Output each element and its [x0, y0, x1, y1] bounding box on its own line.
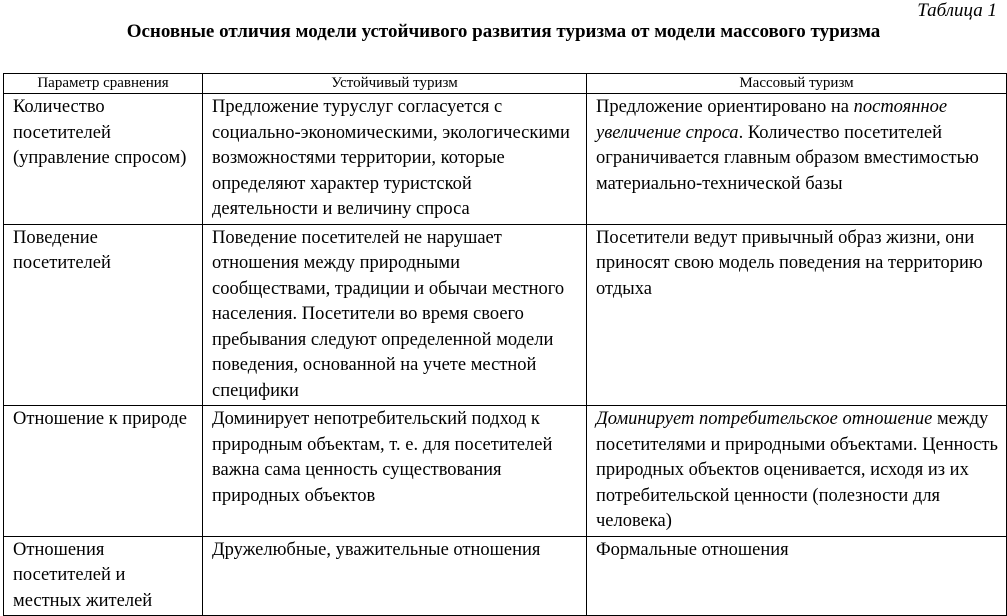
cell-mass: Посетители ведут привычный образ жизни, они приносят свою модель поведения на территорию отдыха	[587, 224, 1007, 406]
cell-param: Отношения посетителей и местных жителей	[4, 536, 203, 616]
cell-param: Количество посетителей (управление спросом)	[4, 94, 203, 225]
comparison-table	[3, 73, 1007, 616]
table-row	[4, 406, 1007, 537]
cell-param: Поведение посетителей	[4, 224, 203, 406]
header-mass: Массовый туризм	[587, 74, 1007, 94]
cell-sustainable: Предложение туруслуг согласуется с социально-экономическими, экологическими возможностями территории, которые определяют характер туристской деятельности и величину спроса	[203, 94, 587, 225]
header-sustainable: Устойчивый туризм	[203, 74, 587, 94]
cell-sustainable: Поведение посетителей не нарушает отношения между природными сообществами, традиции и обычаи местного населения. Посетители во время своего пребывания следуют определенной модели поведения, основанной на учете местной специфики	[203, 224, 587, 406]
table-header-row	[4, 74, 1007, 94]
table-row	[4, 224, 1007, 406]
cell-mass	[587, 406, 1007, 537]
cell-mass-italic: Доминирует потребительское отношение	[596, 409, 933, 429]
cell-param: Отношение к природе	[4, 406, 203, 537]
cell-mass-italic: постоянное увеличение спроса	[596, 97, 948, 143]
cell-sustainable: Доминирует непотребительский подход к природным объектам, т. е. для посетителей важна сама ценность существования природных объектов	[203, 406, 587, 537]
cell-sustainable: Дружелюбные, уважительные отношения	[203, 536, 587, 616]
cell-mass: Формальные отношения	[587, 536, 1007, 616]
table-row	[4, 536, 1007, 616]
cell-mass-text-post: . Количество посетителей ограничивается главным образом вместимостью материально-технической базы	[596, 122, 979, 194]
cell-mass	[587, 94, 1007, 225]
table-caption: Таблица 1	[917, 0, 997, 21]
cell-mass-text-post: между посетителями и природными объектами. Ценность природных объектов оценивается, исходя из их потребительской ценности (полезности для человека)	[596, 409, 998, 531]
table-title: Основные отличия модели устойчивого развития туризма от модели массового туризма	[126, 21, 881, 42]
cell-mass-text-pre: Предложение ориентировано на	[596, 97, 854, 117]
table-row	[4, 94, 1007, 225]
header-parameter: Параметр сравнения	[4, 74, 203, 94]
